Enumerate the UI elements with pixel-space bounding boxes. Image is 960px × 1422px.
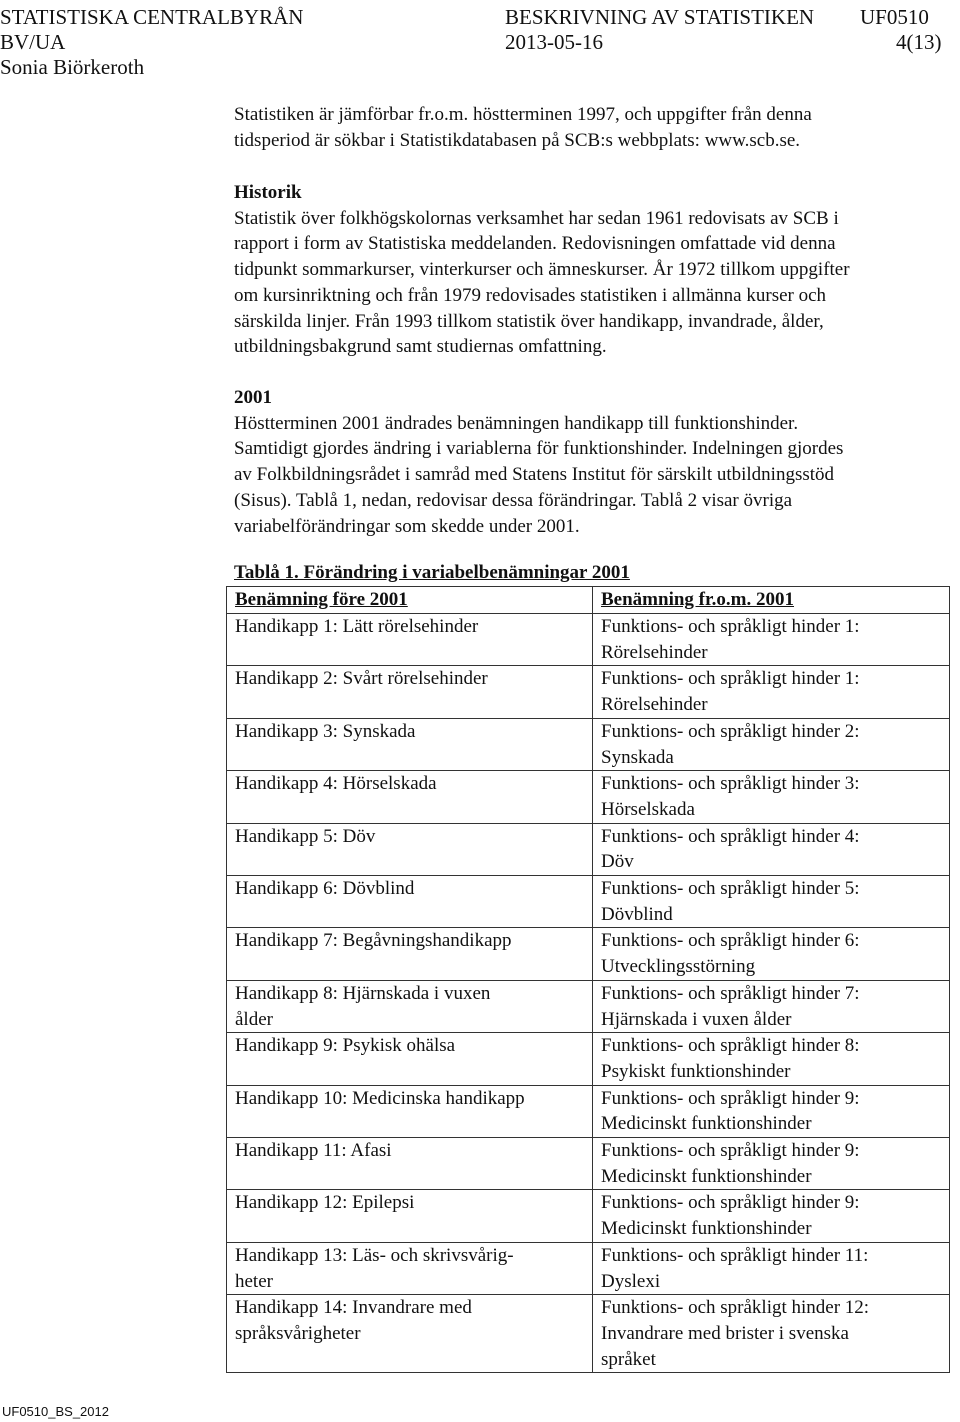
cell-before: [227, 1242, 593, 1294]
cell-line: Hörselskada: [601, 798, 695, 820]
cell-before: [227, 876, 593, 928]
cell-after: [593, 876, 950, 928]
table-row: [227, 614, 950, 666]
cell-after: [593, 928, 950, 980]
cell-line: Rörelsehinder: [601, 641, 708, 663]
cell-line: Hjärnskada i vuxen ålder: [601, 1008, 792, 1030]
cell-before: [227, 980, 593, 1032]
section-2001-line: Samtidigt gjordes ändring i variablerna för funktionshinder. Indelningen gjordes: [234, 438, 844, 460]
column-header-after: Benämning fr.o.m. 2001: [593, 587, 950, 614]
cell-line: Psykiskt funktionshinder: [601, 1060, 791, 1082]
cell-line: Dyslexi: [601, 1270, 661, 1292]
intro-paragraph: [234, 102, 946, 153]
cell-line: Funktions- och språkligt hinder 2:: [601, 720, 860, 742]
cell-line: Handikapp 7: Begåvningshandikapp: [235, 930, 512, 952]
cell-line: Funktions- och språkligt hinder 12:: [601, 1297, 870, 1319]
cell-line: Handikapp 9: Psykisk ohälsa: [235, 1035, 456, 1057]
intro-line: Statistiken är jämförbar fr.o.m. höstterminen 1997, och uppgifter från denna: [234, 104, 812, 125]
historik-line: rapport i form av Statistiska meddelanden. Redovisningen omfattade vid denna: [234, 233, 836, 255]
cell-line: ålder: [235, 1008, 273, 1030]
table-row: [227, 1190, 950, 1242]
header-page-number: 4(13): [896, 30, 942, 54]
cell-before: [227, 1138, 593, 1190]
header-code: UF0510: [860, 5, 929, 29]
cell-line: Funktions- och språkligt hinder 4:: [601, 825, 860, 847]
table-row: [227, 928, 950, 980]
cell-line: Handikapp 2: Svårt rörelsehinder: [235, 668, 488, 690]
cell-line: Funktions- och språkligt hinder 3:: [601, 773, 860, 795]
intro-line: tidsperiod är sökbar i Statistikdatabasen på SCB:s webbplats: www.scb.se.: [234, 129, 801, 151]
cell-after: [593, 1138, 950, 1190]
cell-line: Handikapp 8: Hjärnskada i vuxen: [235, 982, 491, 1004]
cell-line: Handikapp 13: Läs- och skrivsvårig-: [235, 1244, 514, 1266]
cell-after: [593, 614, 950, 666]
cell-line: Handikapp 12: Epilepsi: [235, 1192, 415, 1214]
cell-line: Handikapp 14: Invandrare med: [235, 1297, 472, 1319]
section-2001: [234, 385, 946, 539]
table-row: [227, 1138, 950, 1190]
cell-line: Handikapp 10: Medicinska handikapp: [235, 1087, 525, 1109]
historik-section: [234, 180, 946, 360]
table-title: Tablå 1. Förändring i variabelbenämningar 2001: [234, 562, 630, 583]
cell-line: Synskada: [601, 746, 674, 768]
section-2001-line: av Folkbildningsrådet i samråd med Statens Institut för särskilt utbildningsstöd: [234, 464, 835, 486]
historik-heading: Historik: [234, 182, 302, 203]
footer-code: UF0510_BS_2012: [2, 1404, 109, 1419]
cell-before: [227, 771, 593, 823]
cell-line: Funktions- och språkligt hinder 8:: [601, 1035, 860, 1057]
cell-after: [593, 1085, 950, 1137]
cell-line: Funktions- och språkligt hinder 9:: [601, 1192, 860, 1214]
cell-line: Dövblind: [601, 903, 673, 925]
cell-after: [593, 980, 950, 1032]
header-unit: BV/UA: [0, 30, 66, 54]
header-author: Sonia Biörkeroth: [0, 55, 145, 79]
cell-line: språksvårigheter: [235, 1322, 361, 1344]
section-2001-line: variabelförändringar som skedde under 2001.: [234, 515, 580, 537]
cell-line: Utvecklingsstörning: [601, 956, 756, 978]
historik-line: tidpunkt sommarkurser, vinterkurser och ämneskurser. År 1972 tillkom uppgifter: [234, 259, 850, 281]
cell-after: [593, 1242, 950, 1294]
cell-line: Medicinskt funktionshinder: [601, 1218, 812, 1240]
cell-before: [227, 1033, 593, 1085]
table-header-row: [227, 587, 950, 614]
cell-line: Funktions- och språkligt hinder 1:: [601, 668, 860, 690]
cell-before: [227, 1295, 593, 1373]
table-row: [227, 823, 950, 875]
cell-after: [593, 1295, 950, 1373]
cell-before: [227, 1085, 593, 1137]
table-row: [227, 666, 950, 718]
cell-line: Funktions- och språkligt hinder 11:: [601, 1244, 869, 1266]
cell-line: Invandrare med brister i svenska: [601, 1322, 849, 1344]
cell-line: Handikapp 3: Synskada: [235, 720, 416, 742]
cell-line: Handikapp 5: Döv: [235, 825, 376, 847]
historik-line: utbildningsbakgrund samt studiernas omfattning.: [234, 336, 607, 358]
historik-line: om kursinriktning och från 1979 redovisades statistiken i allmänna kurser och: [234, 284, 827, 306]
cell-after: [593, 771, 950, 823]
cell-line: Funktions- och språkligt hinder 6:: [601, 930, 860, 952]
table-row: [227, 980, 950, 1032]
historik-line: Statistik över folkhögskolornas verksamhet har sedan 1961 redovisats av SCB i: [234, 207, 839, 229]
cell-line: språket: [601, 1348, 656, 1370]
section-2001-line: (Sisus). Tablå 1, nedan, redovisar dessa förändringar. Tablå 2 visar övriga: [234, 489, 793, 511]
cell-line: Funktions- och språkligt hinder 1:: [601, 616, 860, 637]
cell-line: Medicinskt funktionshinder: [601, 1165, 812, 1187]
cell-before: [227, 614, 593, 666]
cell-line: Handikapp 4: Hörselskada: [235, 773, 437, 795]
table-row: [227, 1085, 950, 1137]
cell-line: heter: [235, 1270, 273, 1292]
table-row: [227, 718, 950, 770]
cell-before: [227, 1190, 593, 1242]
table-row: [227, 1295, 950, 1373]
cell-after: [593, 1033, 950, 1085]
cell-after: [593, 1190, 950, 1242]
cell-line: Funktions- och språkligt hinder 9:: [601, 1087, 860, 1109]
cell-line: Handikapp 6: Dövblind: [235, 878, 415, 900]
cell-line: Handikapp 11: Afasi: [235, 1140, 392, 1162]
cell-line: Handikapp 1: Lätt rörelsehinder: [235, 616, 479, 637]
cell-line: Funktions- och språkligt hinder 9:: [601, 1140, 860, 1162]
section-2001-heading: 2001: [234, 387, 272, 408]
header-org: STATISTISKA CENTRALBYRÅN: [0, 5, 304, 29]
cell-line: Rörelsehinder: [601, 694, 708, 716]
cell-line: Funktions- och språkligt hinder 7:: [601, 982, 860, 1004]
cell-after: [593, 718, 950, 770]
cell-before: [227, 666, 593, 718]
section-2001-line: Höstterminen 2001 ändrades benämningen handikapp till funktionshinder.: [234, 412, 799, 434]
header-doc-type: BESKRIVNING AV STATISTIKEN: [505, 5, 815, 29]
cell-line: Döv: [601, 851, 634, 873]
cell-after: [593, 823, 950, 875]
table-row: [227, 1033, 950, 1085]
table-row: [227, 1242, 950, 1294]
cell-after: [593, 666, 950, 718]
column-header-before: Benämning före 2001: [227, 587, 593, 614]
cell-line: Funktions- och språkligt hinder 5:: [601, 878, 860, 900]
table-row: [227, 771, 950, 823]
variable-change-table: [226, 586, 950, 1373]
historik-line: särskilda linjer. Från 1993 tillkom statistik över handikapp, invandrade, ålder,: [234, 310, 824, 332]
cell-line: Medicinskt funktionshinder: [601, 1113, 812, 1135]
cell-before: [227, 823, 593, 875]
cell-before: [227, 928, 593, 980]
header-date: 2013-05-16: [505, 30, 603, 54]
table-row: [227, 876, 950, 928]
cell-before: [227, 718, 593, 770]
